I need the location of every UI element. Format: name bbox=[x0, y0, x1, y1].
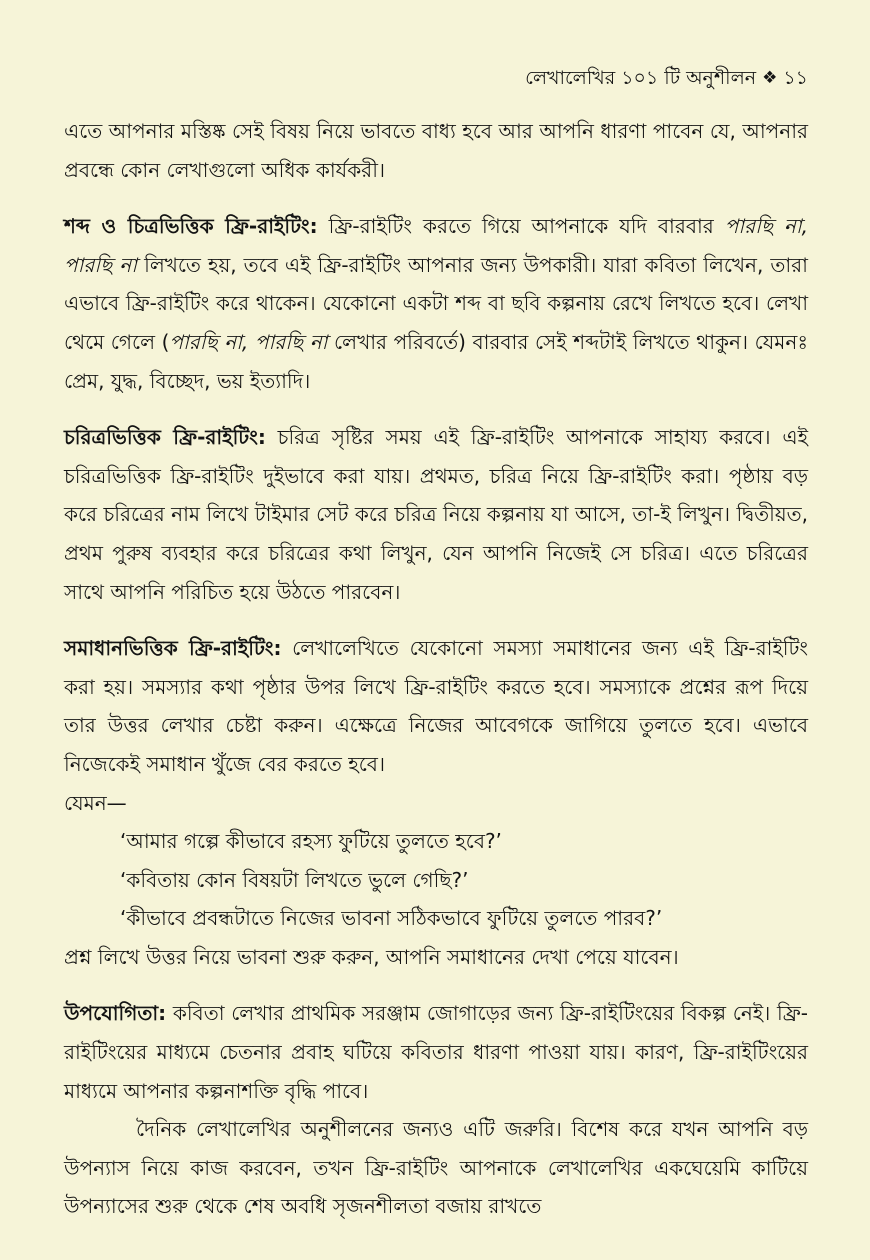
closing-sentence: প্রশ্ন লিখে উত্তর নিয়ে ভাবনা শুরু করুন, আপনি সমাধানের দেখা পেয়ে যাবেন। bbox=[64, 944, 679, 969]
diamond-ornament-icon: ❖ bbox=[762, 67, 778, 88]
example-question: ‘কবিতায় কোন বিষয়টা লিখতে ভুলে গেছি?’ bbox=[120, 867, 469, 892]
paragraph-continuation bbox=[64, 112, 808, 189]
paragraph-text: লিখতে হয়, তবে এই ফ্রি-রাইটিং আপনার জন্য উপকারী। যারা কবিতা লিখেন, তারা এভাবে ফ্রি-রাইটিং করে থাকেন। যেকোনো একটা শব্দ বা ছবি কল্পনায় রেখে লিখতে হবে। লেখা থেমে গেলে ( bbox=[64, 252, 808, 354]
paragraph-text: ফ্রি-রাইটিং করতে গিয়ে আপনাকে যদি বারবার bbox=[317, 214, 725, 239]
example-question: ‘কীভাবে প্রবন্ধটাতে নিজের ভাবনা সঠিকভাবে ফুটিয়ে তুলতে পারব?’ bbox=[120, 906, 663, 931]
paragraph-solution-freewriting bbox=[64, 629, 808, 976]
term-heading: চরিত্রভিত্তিক ফ্রি-রাইটিং: bbox=[64, 425, 266, 450]
paragraph-text: এতে আপনার মস্তিষ্ক সেই বিষয় নিয়ে ভাবতে বাধ্য হবে আর আপনি ধারণা পাবেন যে, আপনার প্রবন্ধে কোন লেখাগুলো অধিক কার্যকরী। bbox=[64, 119, 808, 182]
paragraph-text: লেখার পরিবর্তে) বারবার সেই শব্দটাই লিখতে থাকুন। যেমনঃ প্রেম, যুদ্ধ, বিচ্ছেদ, ভয় ইত্যাদি। bbox=[64, 329, 809, 393]
page-number: ১১ bbox=[783, 67, 808, 89]
paragraph-text: দৈনিক লেখালেখির অনুশীলনের জন্যও এটি জরুরি। বিশেষ করে যখন আপনি বড় উপন্যাস নিয়ে কাজ করবেন, তখন ফ্রি-রাইটিং আপনাকে লেখালেখির একঘেয়েমি কাটিয়ে উপন্যাসের শুরু থেকে শেষ অবধি সৃজনশীলতা বজায় রাখতে bbox=[64, 1117, 808, 1219]
paragraph-text: কবিতা লেখার প্রাথমিক সরঞ্জাম জোগাড়ের জন্য ফ্রি-রাইটিংয়ের বিকল্প নেই। ফ্রি-রাইটিংয়ের মাধ্যমে চেতনার প্রবাহ ঘটিয়ে কবিতার ধারণা পাওয়া যায়। কারণ, ফ্রি-রাইটিংয়ের মাধ্যমে আপনার কল্পনাশক্তি বৃদ্ধি পাবে। bbox=[64, 1001, 808, 1103]
paragraph-text: লেখালেখিতে যেকোনো সমস্যা সমাধানের জন্য এই ফ্রি-রাইটিং করা হয়। সমস্যার কথা পৃষ্ঠার উপর লিখে ফ্রি-রাইটিং করতে হবে। সমস্যাকে প্রশ্নের রূপ দিয়ে তার উত্তর লেখার চেষ্টা করুন। এক্ষেত্রে নিজের আবেগকে জাগিয়ে তুলতে হবে। এভাবে নিজেকেই সমাধান খুঁজে বের করতে হবে। bbox=[64, 636, 809, 776]
term-heading: উপযোগিতা: bbox=[64, 1001, 167, 1026]
italic-phrase: পারছি না, পারছি না bbox=[169, 329, 328, 354]
paragraph-text: চরিত্র সৃষ্টির সময় এই ফ্রি-রাইটিং আপনাকে সাহায্য করবে। এই চরিত্রভিত্তিক ফ্রি-রাইটিং দুইভাবে করা যায়। প্রথমত, চরিত্র নিয়ে ফ্রি-রাইটিং করা। পৃষ্ঠায় বড় করে চরিত্রের নাম লিখে টাইমার সেট করে চরিত্র নিয়ে কল্পনায় যা আসে, তা-ই লিখুন। দ্বিতীয়ত, প্রথম পুরুষ ব্যবহার করে চরিত্রের কথা লিখুন, যেন আপনি নিজেই সে চরিত্র। এতে চরিত্রের সাথে আপনি পরিচিত হয়ে উঠতে পারবেন। bbox=[64, 425, 808, 604]
example-question: ‘আমার গল্পে কীভাবে রহস্য ফুটিয়ে তুলতে হবে?’ bbox=[120, 829, 502, 854]
term-heading: সমাধানভিত্তিক ফ্রি-রাইটিং: bbox=[64, 636, 282, 661]
running-title: লেখালেখির ১০১ টি অনুশীলন bbox=[525, 67, 757, 89]
paragraph-word-image-freewriting bbox=[64, 207, 808, 400]
example-lead-in: যেমন— bbox=[64, 790, 127, 815]
term-heading: শব্দ ও চিত্রভিত্তিক ফ্রি-রাইটিং: bbox=[64, 214, 318, 239]
italic-phrase: পারছি না, পারছি না bbox=[64, 214, 809, 277]
paragraph-character-freewriting bbox=[64, 418, 808, 611]
paragraph-usefulness bbox=[64, 994, 808, 1110]
running-header bbox=[64, 66, 808, 90]
paragraph-daily-practice bbox=[64, 1110, 808, 1226]
